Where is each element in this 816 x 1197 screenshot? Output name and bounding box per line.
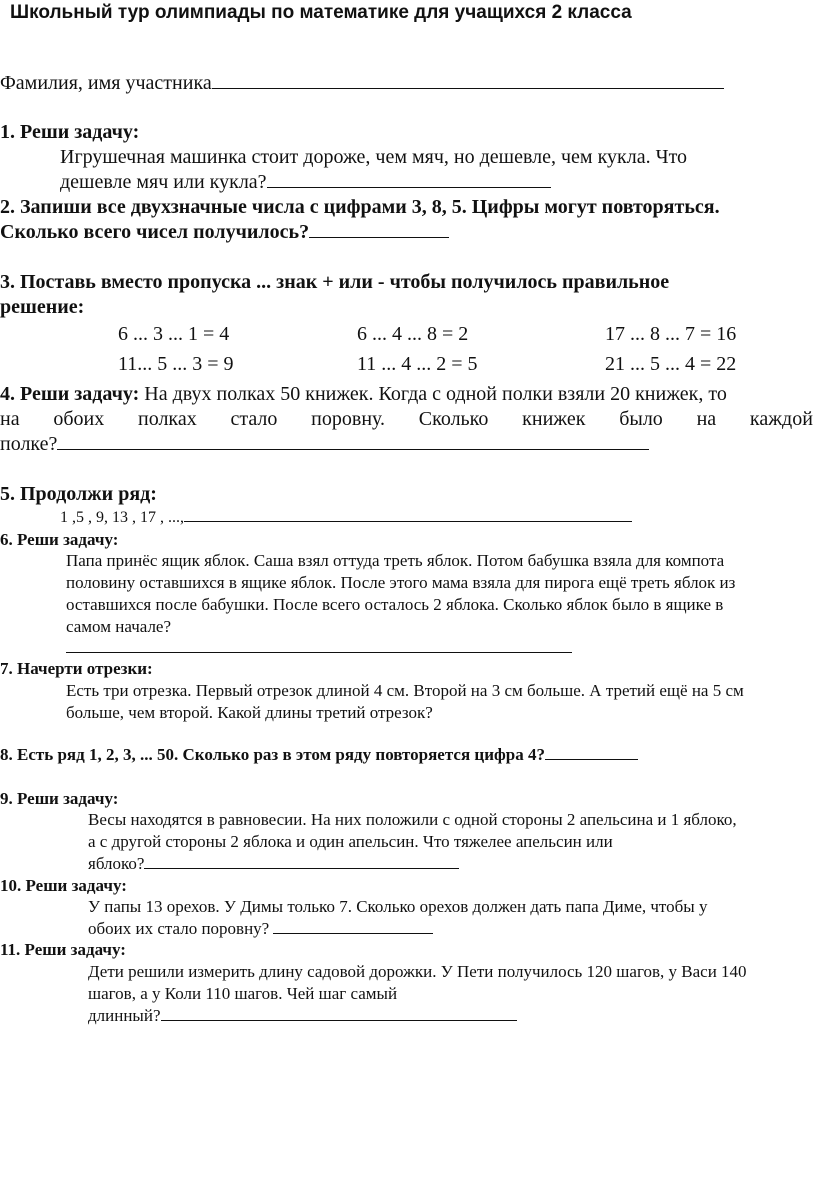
equation: 6 ... 4 ... 8 = 2 (357, 323, 469, 345)
task4-text-line1: На двух полках 50 книжек. Когда с одной полки взяли 20 книжек, то (144, 383, 727, 405)
word: Сколько (418, 408, 489, 430)
task5-heading: 5. Продолжи ряд: (0, 483, 157, 505)
task9-heading: 9. Реши задачу: (0, 789, 119, 808)
task9-text-line: яблоко? (88, 854, 145, 873)
task8-row (0, 745, 638, 765)
task10-heading: 10. Реши задачу: (0, 876, 127, 895)
task6-text-line: половину оставшихся в ящике яблок. После этого мама взяла для пирога ещё треть яблок из (66, 573, 736, 592)
word: было (619, 408, 663, 430)
equation: 11 ... 4 ... 2 = 5 (357, 353, 478, 375)
task1-heading: 1. Реши задачу: (0, 121, 140, 143)
task3-text-line2: решение: (0, 296, 85, 318)
task4-answer-blank[interactable] (57, 448, 649, 450)
task1-text-line1: Игрушечная машинка стоит дороже, чем мяч, но дешевле, чем кукла. Что (60, 146, 688, 168)
participant-label: Фамилия, имя участника (0, 72, 212, 94)
task4-text-line2 (0, 408, 813, 431)
task3-text-line1: 3. Поставь вместо пропуска ... знак + или - чтобы получилось правильное (0, 271, 670, 293)
task7-heading: 7. Начерти отрезки: (0, 659, 153, 678)
word: на (696, 408, 717, 430)
task10-answer-blank[interactable] (273, 932, 433, 934)
word: стало (230, 408, 278, 430)
word: поровну. (311, 408, 386, 430)
word: каждой (749, 408, 813, 430)
task8-text: 8. Есть ряд 1, 2, 3, ... 50. Сколько раз в этом ряду повторяется цифра 4? (0, 745, 545, 764)
task10-text-line: обоих их стало поровну? (88, 919, 270, 938)
task9-text-line: а с другой стороны 2 яблока и один апельсин. Что тяжелее апельсин или (88, 832, 613, 851)
task1-text-line2: дешевле мяч или кукла? (60, 171, 267, 193)
word: обоих (53, 408, 105, 430)
task1-text-line2-row (60, 171, 551, 194)
word: книжек (522, 408, 586, 430)
task8-answer-blank[interactable] (545, 758, 638, 760)
task6-text-line: оставшихся после бабушки. После всего осталось 2 яблока. Сколько яблок было в ящике в (66, 595, 724, 614)
task11-text-line: шагов, а у Коли 110 шагов. Чей шаг самый (88, 984, 398, 1003)
task4-text-line3-row (0, 433, 649, 456)
task5-sequence-row (60, 509, 632, 527)
task10-text-line: У папы 13 орехов. У Димы только 7. Сколько орехов должен дать папа Диме, чтобы у (88, 897, 708, 916)
equation: 11... 5 ... 3 = 9 (118, 353, 234, 375)
task2-text-line2: Сколько всего чисел получилось? (0, 221, 310, 243)
equation: 21 ... 5 ... 4 = 22 (605, 353, 737, 375)
task9-text-line3-row (88, 854, 459, 874)
task5-sequence: 1 ,5 , 9, 13 , 17 , ..., (60, 509, 184, 526)
task4-heading: 4. Реши задачу: (0, 383, 140, 405)
task9-text-line: Весы находятся в равновесии. На них положили с одной стороны 2 апельсина и 1 яблоко, (88, 810, 737, 829)
word: на (0, 408, 20, 430)
task7-text-line: больше, чем второй. Какой длины третий отрезок? (66, 703, 433, 722)
task2-text-line1: 2. Запиши все двухзначные числа с цифрами 3, 8, 5. Цифры могут повторяться. (0, 196, 720, 218)
task9-answer-blank[interactable] (144, 867, 459, 869)
task11-text-line3-row (88, 1006, 517, 1026)
task11-heading: 11. Реши задачу: (0, 940, 126, 959)
task1-answer-blank[interactable] (267, 186, 551, 188)
task6-heading: 6. Реши задачу: (0, 530, 119, 549)
task5-answer-blank[interactable] (184, 520, 632, 522)
task6-text-line: самом начале? (66, 617, 172, 636)
participant-name-row (0, 72, 724, 95)
participant-name-blank[interactable] (212, 87, 724, 89)
task6-text-line: Папа принёс ящик яблок. Саша взял оттуда треть яблок. Потом бабушка взяла для компота (66, 551, 725, 570)
task4-line1 (0, 383, 727, 406)
equation: 6 ... 3 ... 1 = 4 (118, 323, 230, 345)
task11-text-line: длинный? (88, 1006, 161, 1025)
task7-text-line: Есть три отрезка. Первый отрезок длиной 4 см. Второй на 3 см больше. А третий ещё на 5 см (66, 681, 744, 700)
task2-text-line2-row (0, 221, 449, 244)
page-title: Школьный тур олимпиады по математике для учащихся 2 класса (10, 2, 632, 23)
equation: 17 ... 8 ... 7 = 16 (605, 323, 737, 345)
task11-text-line: Дети решили измерить длину садовой дорожки. У Пети получилось 120 шагов, у Васи 140 (88, 962, 747, 981)
word: полках (138, 408, 197, 430)
task4-text-line3: полке? (0, 433, 58, 455)
task10-text-line2-row (88, 919, 433, 939)
task2-answer-blank[interactable] (309, 236, 449, 238)
task11-answer-blank[interactable] (161, 1019, 517, 1021)
task6-answer-blank[interactable] (66, 652, 572, 653)
